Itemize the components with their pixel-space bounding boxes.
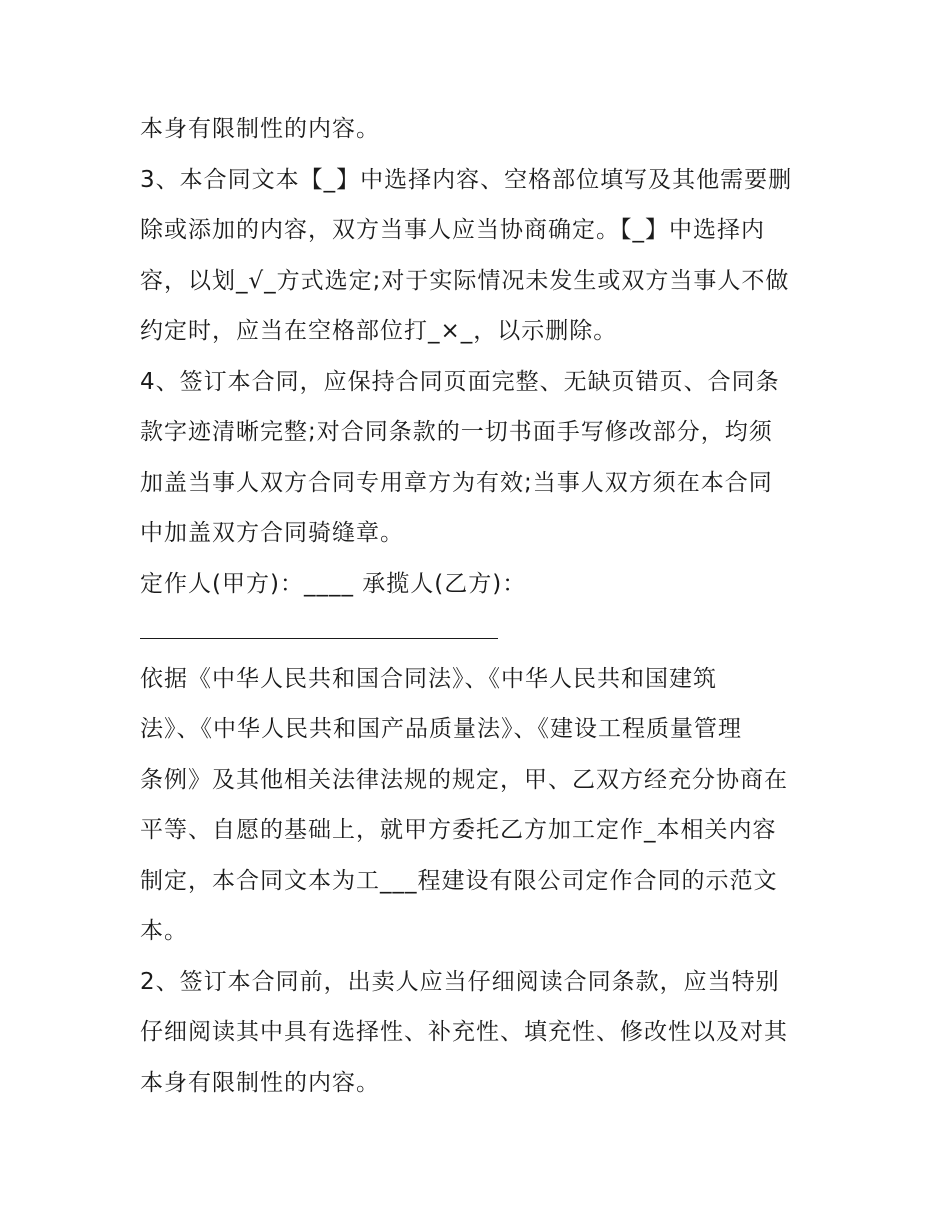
text-line: 平等、自愿的基础上，就甲方委托乙方加工定作_本相关内容 bbox=[140, 817, 777, 843]
text-line: 仔细阅读其中具有选择性、补充性、填充性、修改性以及对其 bbox=[140, 1019, 788, 1045]
text-line: 法》、《中华人民共和国产品质量法》、《建设工程质量管理 bbox=[140, 716, 742, 742]
text-line: 3、本合同文本【_】中选择内容、空格部位填写及其他需要删 bbox=[140, 167, 793, 193]
text-line: 条例》及其他相关法律法规的规定，甲、乙双方经充分协商在 bbox=[140, 767, 788, 793]
text-line: 除或添加的内容，双方当事人应当协商确定。【_】中选择内 bbox=[140, 217, 765, 243]
text-line: 依据《中华人民共和国合同法》、《中华人民共和国建筑 bbox=[140, 666, 717, 692]
text-line: 制定，本合同文本为工___程建设有限公司定作合同的示范文 bbox=[140, 868, 778, 894]
signature-rule bbox=[140, 638, 498, 639]
text-line: 约定时，应当在空格部位打_×_，以示删除。 bbox=[140, 318, 618, 344]
text-line: 本。 bbox=[140, 918, 188, 944]
text-line: 本身有限制性的内容。 bbox=[140, 1070, 380, 1096]
text-line: 本身有限制性的内容。 bbox=[140, 116, 380, 142]
text-line: 款字迹清晰完整;对合同条款的一切书面手写修改部分，均须 bbox=[140, 419, 773, 445]
text-line: 中加盖双方合同骑缝章。 bbox=[140, 520, 404, 546]
text-line: 容，以划_√_方式选定;对于实际情况未发生或双方当事人不做 bbox=[140, 268, 790, 294]
signature-line: 定作人(甲方)：____ 承揽人(乙方)： bbox=[140, 571, 527, 597]
text-line: 4、签订本合同，应保持合同页面完整、无缺页错页、合同条 bbox=[140, 369, 780, 395]
text-line: 2、签订本合同前，出卖人应当仔细阅读合同条款，应当特别 bbox=[140, 969, 780, 995]
text-line: 加盖当事人双方合同专用章方为有效;当事人双方须在本合同 bbox=[140, 470, 773, 496]
